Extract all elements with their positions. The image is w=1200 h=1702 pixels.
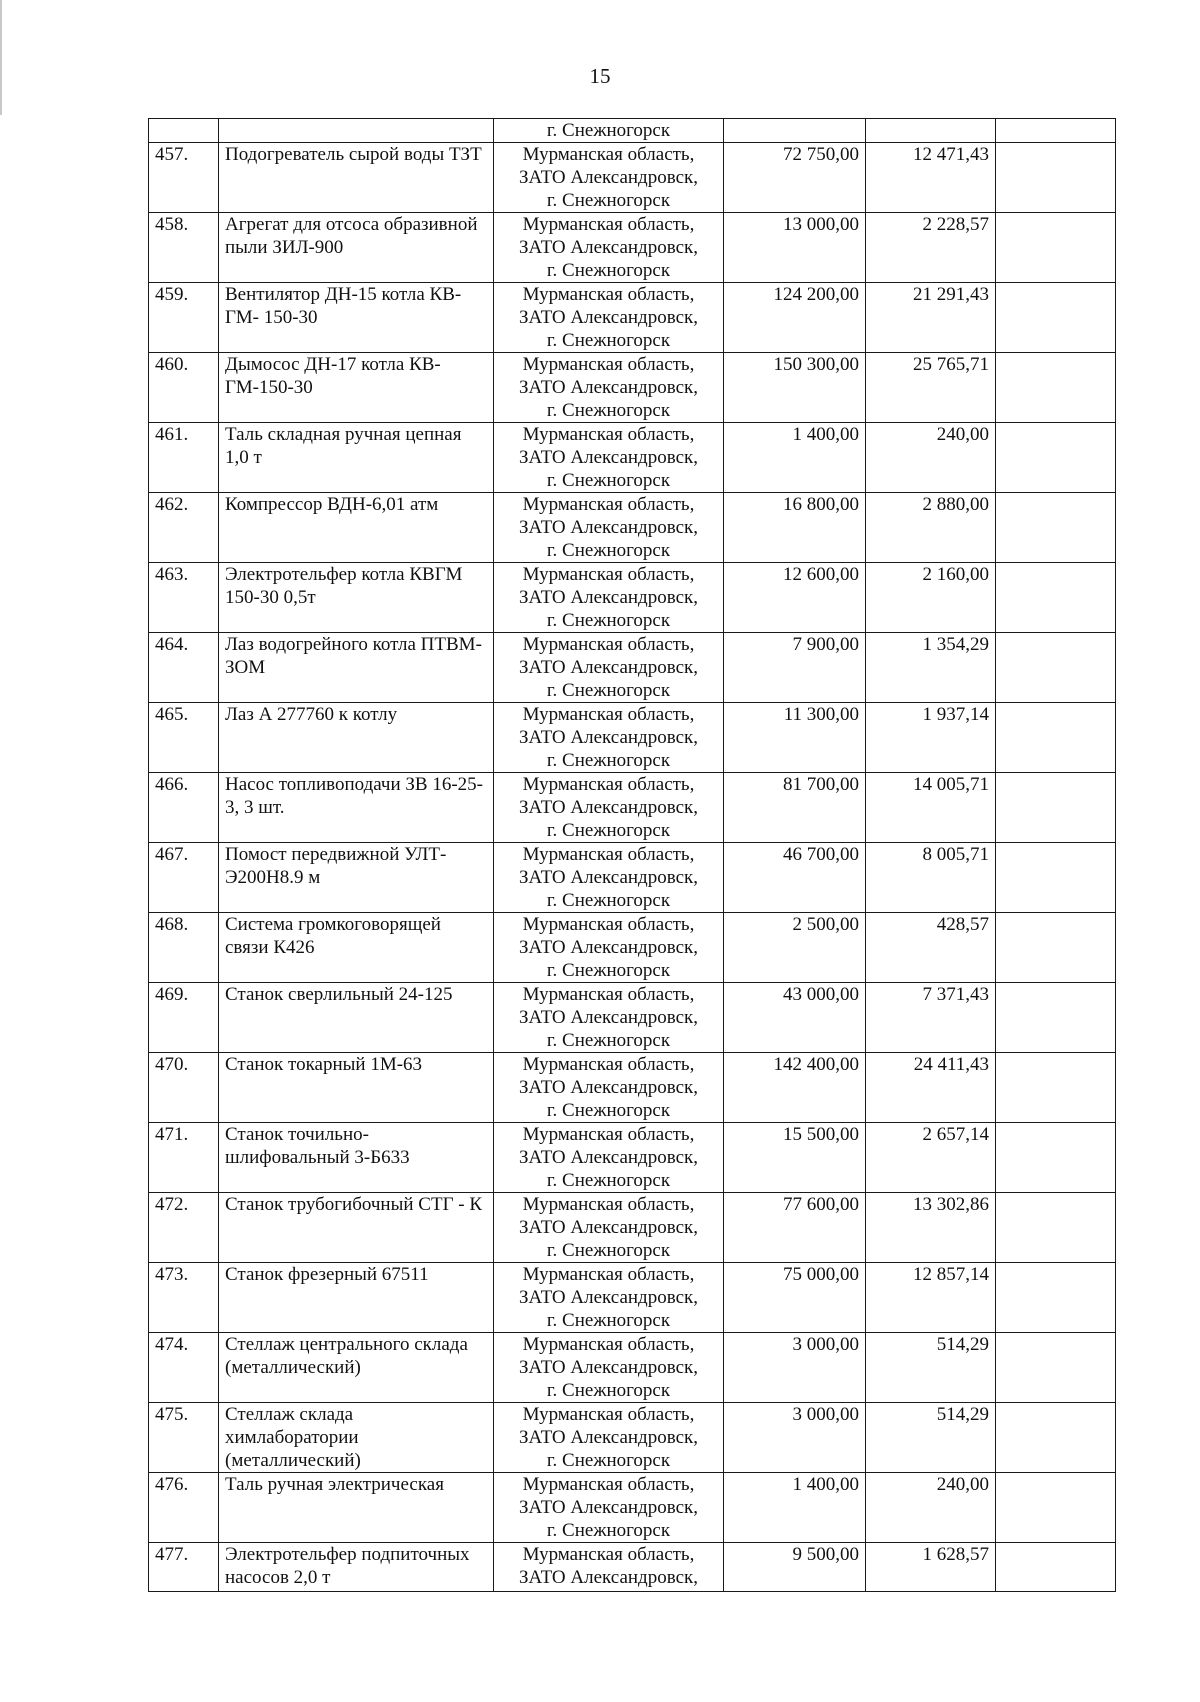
item-name: Станок фрезерный 67511 <box>219 1263 494 1333</box>
address-line: Мурманская область, <box>522 1194 695 1215</box>
row-number: 466. <box>149 773 219 843</box>
item-extra <box>996 1473 1116 1543</box>
item-amortization: 2 228,57 <box>866 213 996 283</box>
table-row <box>149 633 1116 703</box>
row-number: 467. <box>149 843 219 913</box>
table-row <box>149 1123 1116 1193</box>
item-cost: 3 000,00 <box>724 1403 866 1473</box>
address-line: г. Снежногорск <box>546 960 671 981</box>
address-line: г. Снежногорск <box>546 400 671 421</box>
item-address <box>494 843 724 913</box>
item-cost: 75 000,00 <box>724 1263 866 1333</box>
address-line: ЗАТО Александровск, <box>519 1147 698 1168</box>
address-line: г. Снежногорск <box>546 610 671 631</box>
address-line: ЗАТО Александровск, <box>519 237 698 258</box>
item-name: Подогреватель сырой воды ТЗТ <box>219 143 494 213</box>
address-line: г. Снежногорск <box>546 1240 671 1261</box>
item-extra <box>996 1403 1116 1473</box>
table-row <box>149 143 1116 213</box>
page-number: 15 <box>589 64 611 88</box>
item-extra <box>996 283 1116 353</box>
address-line: ЗАТО Александровск, <box>519 657 698 678</box>
address-line: Мурманская область, <box>522 1264 695 1285</box>
item-address <box>494 1473 724 1543</box>
item-cost: 11 300,00 <box>724 703 866 773</box>
item-address <box>494 913 724 983</box>
item-name: Станок трубогибочный СТГ - К <box>219 1193 494 1263</box>
item-cost: 150 300,00 <box>724 353 866 423</box>
address-line: ЗАТО Александровск, <box>519 447 698 468</box>
row-number: 474. <box>149 1333 219 1403</box>
address-line: ЗАТО Александровск, <box>519 1287 698 1308</box>
item-cost: 13 000,00 <box>724 213 866 283</box>
address-line: ЗАТО Александровск, <box>519 797 698 818</box>
address-line: г. Снежногорск <box>546 540 671 561</box>
address-line: ЗАТО Александровск, <box>519 587 698 608</box>
row-number: 468. <box>149 913 219 983</box>
address-line: г. Снежногорск <box>546 470 671 491</box>
address-line: г. Снежногорск <box>546 1520 671 1541</box>
table-row <box>149 1543 1116 1592</box>
address-line: г. Снежногорск <box>546 750 671 771</box>
item-address <box>494 703 724 773</box>
item-cost: 124 200,00 <box>724 283 866 353</box>
table-row-continuation <box>149 119 1116 143</box>
address-line: Мурманская область, <box>522 1054 695 1075</box>
address-line: Мурманская область, <box>522 1124 695 1145</box>
address-line: Мурманская область, <box>522 1544 695 1565</box>
item-cost: 7 900,00 <box>724 633 866 703</box>
item-address <box>494 1193 724 1263</box>
item-address <box>494 1123 724 1193</box>
item-cost: 81 700,00 <box>724 773 866 843</box>
table-row <box>149 1403 1116 1473</box>
address-line: ЗАТО Александровск, <box>519 1007 698 1028</box>
address-line: Мурманская область, <box>522 634 695 655</box>
row-number: 458. <box>149 213 219 283</box>
item-cost: 72 750,00 <box>724 143 866 213</box>
address-line: Мурманская область, <box>522 494 695 515</box>
item-address <box>494 143 724 213</box>
item-extra <box>996 1333 1116 1403</box>
row-number: 462. <box>149 493 219 563</box>
address-line: ЗАТО Александровск, <box>519 1427 698 1448</box>
table-row <box>149 353 1116 423</box>
item-extra <box>996 1193 1116 1263</box>
item-extra <box>996 423 1116 493</box>
address-line: Мурманская область, <box>522 424 695 445</box>
table-row <box>149 563 1116 633</box>
item-name: Таль ручная электрическая <box>219 1473 494 1543</box>
table-row <box>149 1193 1116 1263</box>
address-line: Мурманская область, <box>522 1474 695 1495</box>
row-number: 477. <box>149 1543 219 1592</box>
item-cost: 3 000,00 <box>724 1333 866 1403</box>
table-row <box>149 1263 1116 1333</box>
item-amortization: 12 857,14 <box>866 1263 996 1333</box>
item-name: Помост передвижной УЛТ-Э200Н8.9 м <box>219 843 494 913</box>
address-line: ЗАТО Александровск, <box>519 377 698 398</box>
address-line: г. Снежногорск <box>546 1310 671 1331</box>
item-address <box>494 493 724 563</box>
address-line: г. Снежногорск <box>546 330 671 351</box>
property-register-table <box>148 118 1116 1592</box>
address-line: ЗАТО Александровск, <box>519 867 698 888</box>
address-line: ЗАТО Александровск, <box>519 1077 698 1098</box>
address-line: г. Снежногорск <box>546 1450 671 1471</box>
address-line: Мурманская область, <box>522 354 695 375</box>
scan-edge-mark <box>0 0 2 115</box>
item-name: Насос топливоподачи ЗВ 16-25-3, 3 шт. <box>219 773 494 843</box>
item-name: Станок токарный 1М-63 <box>219 1053 494 1123</box>
item-extra <box>996 633 1116 703</box>
item-amortization: 24 411,43 <box>866 1053 996 1123</box>
item-address <box>494 983 724 1053</box>
item-name: Электротельфер подпиточных насосов 2,0 т <box>219 1543 494 1592</box>
item-amortization: 1 628,57 <box>866 1543 996 1592</box>
table-row <box>149 213 1116 283</box>
address-line: г. Снежногорск <box>546 260 671 281</box>
row-number: 470. <box>149 1053 219 1123</box>
table-row <box>149 913 1116 983</box>
table-row <box>149 773 1116 843</box>
table-row <box>149 283 1116 353</box>
item-extra <box>996 1053 1116 1123</box>
item-amortization: 514,29 <box>866 1403 996 1473</box>
address-line: ЗАТО Александровск, <box>519 167 698 188</box>
item-extra <box>996 1263 1116 1333</box>
item-name: Стеллаж склада химлаборатории (металлический) <box>219 1403 494 1473</box>
item-cost: 77 600,00 <box>724 1193 866 1263</box>
item-name: Стеллаж центрального склада (металлический) <box>219 1333 494 1403</box>
item-cost: 15 500,00 <box>724 1123 866 1193</box>
item-address <box>494 423 724 493</box>
address-line: г. Снежногорск <box>546 680 671 701</box>
item-amortization: 2 160,00 <box>866 563 996 633</box>
address-line: г. Снежногорск <box>546 190 671 211</box>
address-line: Мурманская область, <box>522 984 695 1005</box>
item-address <box>494 773 724 843</box>
row-number: 457. <box>149 143 219 213</box>
amortization-cell <box>866 119 996 143</box>
item-cost: 142 400,00 <box>724 1053 866 1123</box>
item-amortization: 14 005,71 <box>866 773 996 843</box>
address-line: г. Снежногорск <box>546 1380 671 1401</box>
item-cost: 12 600,00 <box>724 563 866 633</box>
address-line: Мурманская область, <box>522 214 695 235</box>
row-number: 469. <box>149 983 219 1053</box>
item-address <box>494 1333 724 1403</box>
item-amortization: 13 302,86 <box>866 1193 996 1263</box>
table-row <box>149 493 1116 563</box>
item-amortization: 1 937,14 <box>866 703 996 773</box>
item-extra <box>996 1123 1116 1193</box>
item-extra <box>996 493 1116 563</box>
address-line: Мурманская область, <box>522 914 695 935</box>
item-name: Система громкоговорящей связи К426 <box>219 913 494 983</box>
item-extra <box>996 563 1116 633</box>
address-line: Мурманская область, <box>522 774 695 795</box>
table-row <box>149 1473 1116 1543</box>
address-line: ЗАТО Александровск, <box>519 1217 698 1238</box>
item-cost: 16 800,00 <box>724 493 866 563</box>
address-line: ЗАТО Александровск, <box>519 1567 698 1588</box>
address-line: Мурманская область, <box>522 1334 695 1355</box>
address-line: ЗАТО Александровск, <box>519 1357 698 1378</box>
extra-cell <box>996 119 1116 143</box>
item-name: Станок сверлильный 24-125 <box>219 983 494 1053</box>
cost-cell <box>724 119 866 143</box>
item-amortization: 514,29 <box>866 1333 996 1403</box>
item-amortization: 7 371,43 <box>866 983 996 1053</box>
item-extra <box>996 143 1116 213</box>
table-row <box>149 423 1116 493</box>
item-name: Станок точильно-шлифовальный 3-Б633 <box>219 1123 494 1193</box>
row-number: 465. <box>149 703 219 773</box>
item-extra <box>996 983 1116 1053</box>
item-address <box>494 213 724 283</box>
table-row <box>149 1333 1116 1403</box>
row-number: 476. <box>149 1473 219 1543</box>
row-number: 471. <box>149 1123 219 1193</box>
item-amortization: 25 765,71 <box>866 353 996 423</box>
address-line: Мурманская область, <box>522 844 695 865</box>
item-cost: 9 500,00 <box>724 1543 866 1592</box>
item-amortization: 12 471,43 <box>866 143 996 213</box>
register-body <box>149 119 1116 1592</box>
item-name: Лаз водогрейного котла ПТВМ-ЗОМ <box>219 633 494 703</box>
address-line: Мурманская область, <box>522 144 695 165</box>
item-address <box>494 1263 724 1333</box>
item-extra <box>996 353 1116 423</box>
item-address <box>494 353 724 423</box>
row-number: 472. <box>149 1193 219 1263</box>
row-number: 463. <box>149 563 219 633</box>
table-row <box>149 983 1116 1053</box>
item-extra <box>996 913 1116 983</box>
item-cost: 1 400,00 <box>724 1473 866 1543</box>
item-amortization: 1 354,29 <box>866 633 996 703</box>
item-extra <box>996 703 1116 773</box>
address-line: г. Снежногорск <box>546 1100 671 1121</box>
address-line: г. Снежногорск <box>546 890 671 911</box>
item-name: Таль складная ручная цепная 1,0 т <box>219 423 494 493</box>
item-extra <box>996 773 1116 843</box>
item-cost: 1 400,00 <box>724 423 866 493</box>
item-amortization: 428,57 <box>866 913 996 983</box>
item-extra <box>996 213 1116 283</box>
name-cell <box>219 119 494 143</box>
address-line: г. Снежногорск <box>546 1030 671 1051</box>
item-amortization: 240,00 <box>866 423 996 493</box>
table-row <box>149 843 1116 913</box>
address-cell: г. Снежногорск <box>494 119 724 143</box>
item-name: Агрегат для отсоса образивной пыли ЗИЛ-900 <box>219 213 494 283</box>
row-number: 459. <box>149 283 219 353</box>
address-line: ЗАТО Александровск, <box>519 307 698 328</box>
address-line: ЗАТО Александровск, <box>519 727 698 748</box>
address-line: ЗАТО Александровск, <box>519 937 698 958</box>
item-extra <box>996 843 1116 913</box>
row-number: 461. <box>149 423 219 493</box>
item-address <box>494 563 724 633</box>
item-name: Лаз А 277760 к котлу <box>219 703 494 773</box>
item-cost: 46 700,00 <box>724 843 866 913</box>
item-address <box>494 633 724 703</box>
address-line: Мурманская область, <box>522 564 695 585</box>
item-amortization: 21 291,43 <box>866 283 996 353</box>
address-line: ЗАТО Александровск, <box>519 1497 698 1518</box>
item-cost: 2 500,00 <box>724 913 866 983</box>
address-line: Мурманская область, <box>522 1404 695 1425</box>
row-number: 464. <box>149 633 219 703</box>
table-row <box>149 1053 1116 1123</box>
address-line: г. Снежногорск <box>546 1170 671 1191</box>
item-name: Вентилятор ДН-15 котла КВ-ГМ- 150-30 <box>219 283 494 353</box>
address-line: г. Снежногорск <box>546 820 671 841</box>
address-line: Мурманская область, <box>522 284 695 305</box>
address-line: ЗАТО Александровск, <box>519 517 698 538</box>
address-line: Мурманская область, <box>522 704 695 725</box>
item-name: Компрессор ВДН-6,01 атм <box>219 493 494 563</box>
num-cell <box>149 119 219 143</box>
item-amortization: 2 657,14 <box>866 1123 996 1193</box>
item-cost: 43 000,00 <box>724 983 866 1053</box>
row-number: 475. <box>149 1403 219 1473</box>
item-address <box>494 283 724 353</box>
item-name: Электротельфер котла КВГМ 150-30 0,5т <box>219 563 494 633</box>
item-address <box>494 1403 724 1473</box>
item-address <box>494 1543 724 1592</box>
item-name: Дымосос ДН-17 котла КВ-ГМ-150-30 <box>219 353 494 423</box>
item-amortization: 2 880,00 <box>866 493 996 563</box>
row-number: 473. <box>149 1263 219 1333</box>
row-number: 460. <box>149 353 219 423</box>
table-row <box>149 703 1116 773</box>
item-amortization: 240,00 <box>866 1473 996 1543</box>
item-extra <box>996 1543 1116 1592</box>
item-amortization: 8 005,71 <box>866 843 996 913</box>
item-address <box>494 1053 724 1123</box>
